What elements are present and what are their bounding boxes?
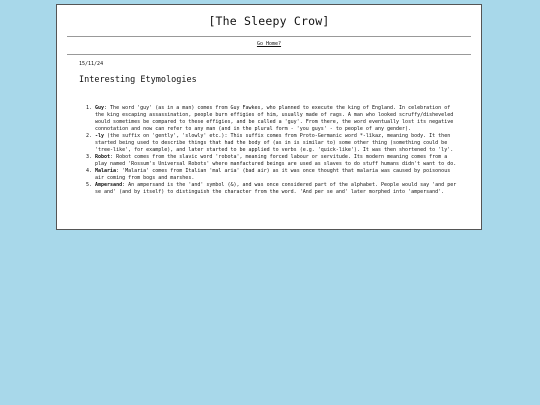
site-title: [The Sleepy Crow] (208, 14, 330, 28)
post-date: 15/11/24 (79, 61, 104, 67)
term-ampersand: Ampersand (95, 182, 123, 188)
definition-text: : An ampersand is the 'and' symbol (&), and was once considered part of the alphabet. People would say 'and per se and' (and by itself) to distinguish the character from the word. 'And per se and' later morphed into 'ampersand'. (95, 182, 457, 195)
list-item (95, 105, 461, 133)
term-guy: Guy (95, 105, 105, 111)
list-item (95, 133, 461, 154)
term-ly: -ly (95, 133, 105, 139)
list-item (95, 154, 461, 168)
definition-text: : The word 'guy' (as in a man) comes from Guy Fawkes, who planned to execute the king of England. In celebration of the king escaping assassination, people burn effigies of him, usually made of rags. A man who looked scruffy/disheveled would sometimes be compared to these effigies, and be called a 'guy'. From there, the word eventually lost its negative connotation and now can refer to any man (and in the plural form - 'you guys' - to people of any gender). (95, 105, 454, 132)
post-title: Interesting Etymologies (79, 75, 197, 85)
term-robot: Robot (95, 154, 111, 160)
definition-text: : Robot comes from the slavic word 'robota', meaning forced labour or servitude. Its modern meaning comes from a play named 'Rossum's Universal Robots' where manfactured beings are used as slaves to do stuff humans didn't want to do. (95, 154, 457, 167)
definition-text: (the suffix on 'gently', 'slowly' etc.): This suffix comes from Proto-Germanic word *-līkaz, meaning body. It then started being used to describe things that had the body of (as in is similar to) some other thing (something could be 'tree-like', for example), and later started to be applied to verbs (e.g. 'quick-like'). It was then shortened to 'ly'. (95, 133, 454, 153)
top-divider (67, 36, 471, 37)
term-malaria: Malaria (95, 168, 117, 174)
bottom-divider (67, 54, 471, 55)
content-card (56, 4, 482, 230)
list-item (95, 168, 461, 182)
go-home-link[interactable]: Go Home? (256, 41, 282, 47)
etymology-list (79, 105, 461, 196)
home-nav (57, 41, 481, 48)
definition-text: : 'Malaria' comes from Italian 'mal aria' (bad air) as it was once thought that malaria was caused by poisonous air coming from bogs and marshes. (95, 168, 451, 181)
list-item (95, 182, 461, 196)
